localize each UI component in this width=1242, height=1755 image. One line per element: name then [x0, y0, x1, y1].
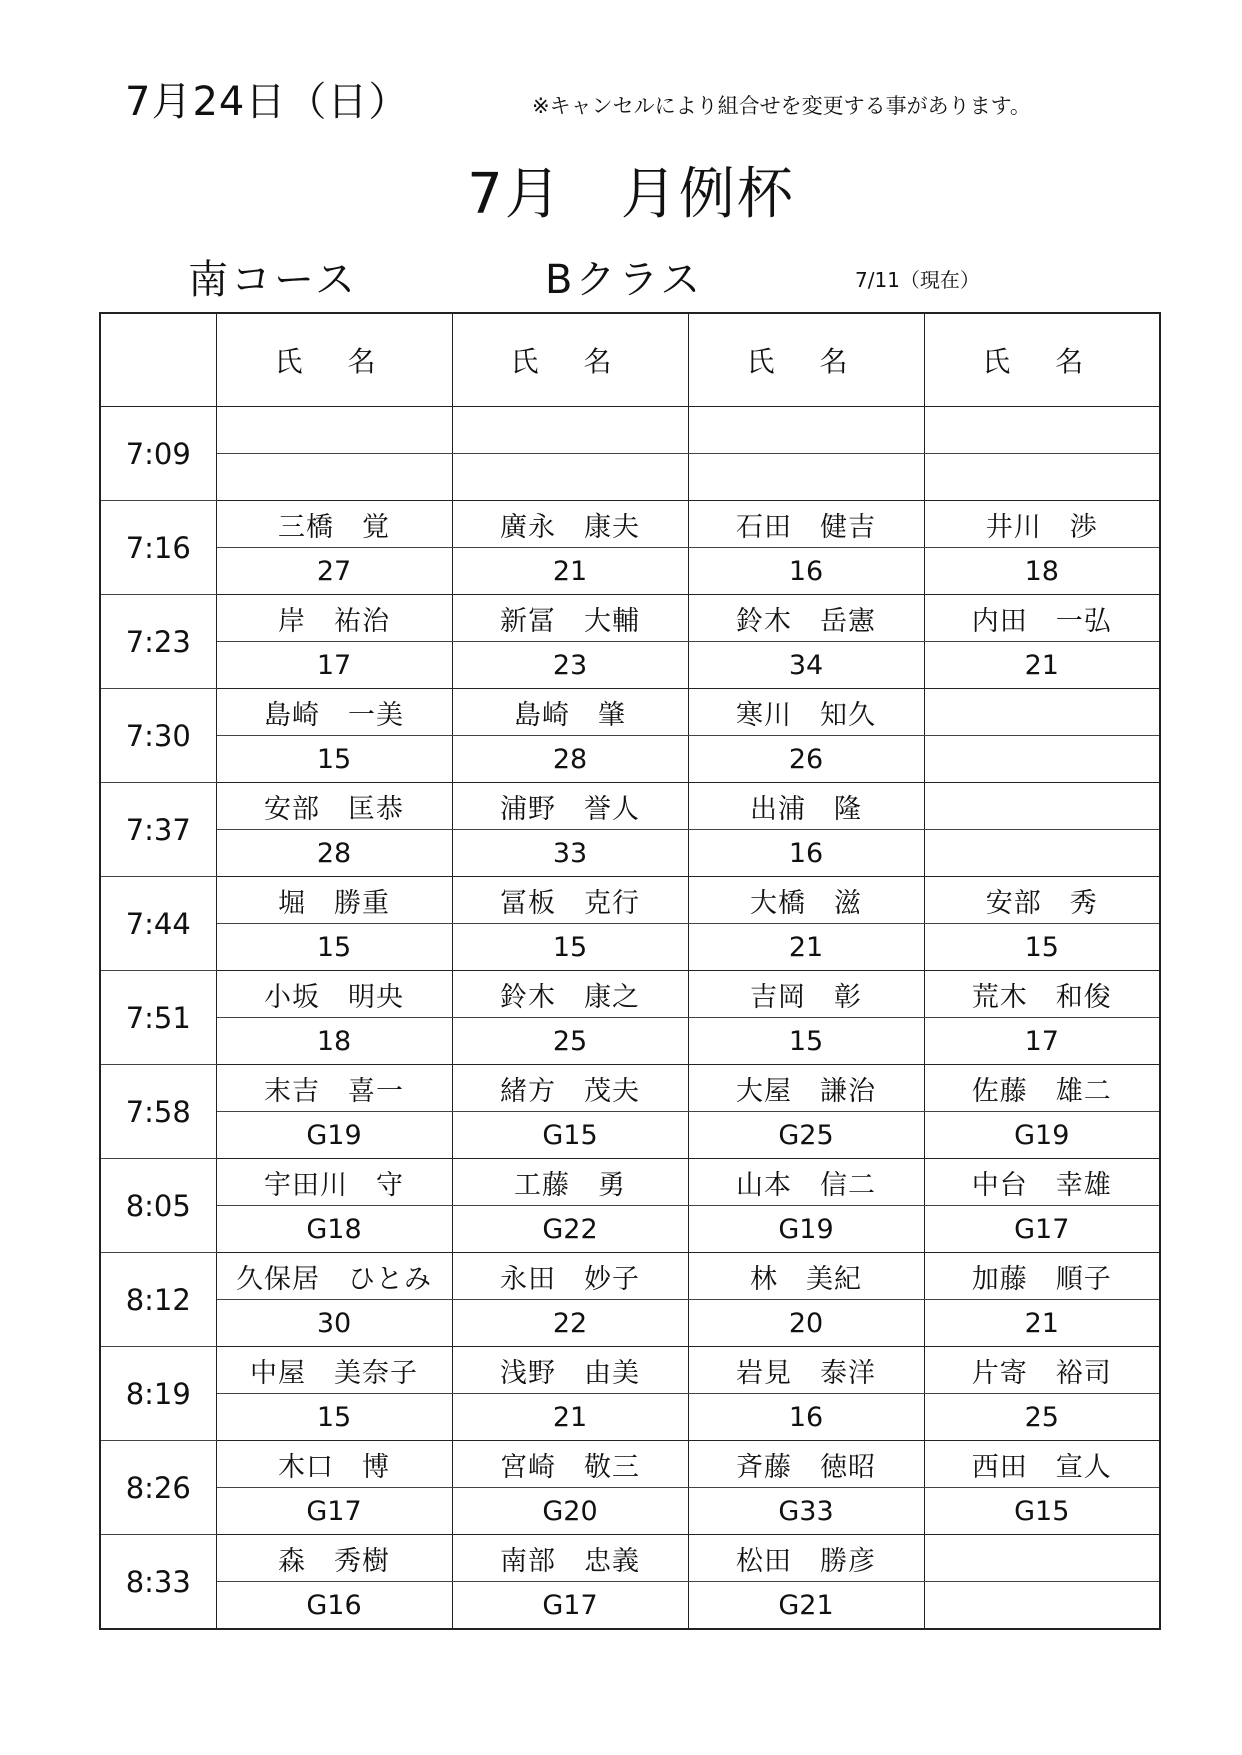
player-handicap: 22: [452, 1300, 688, 1347]
player-handicap: [924, 830, 1160, 877]
player-name: 松田 勝彦: [688, 1535, 924, 1582]
player-name: 緒方 茂夫: [452, 1065, 688, 1112]
table-row: [100, 595, 1160, 642]
player-handicap: 27: [216, 548, 452, 595]
player-handicap: G22: [452, 1206, 688, 1253]
table-row: [100, 1394, 1160, 1441]
event-date: 7月24日（日）: [125, 79, 410, 125]
tee-time: 7:44: [100, 877, 216, 971]
player-name: 鈴木 岳憲: [688, 595, 924, 642]
player-handicap: 15: [924, 924, 1160, 971]
player-name: 廣永 康夫: [452, 501, 688, 548]
player-name: 出浦 隆: [688, 783, 924, 830]
player-handicap: 21: [688, 924, 924, 971]
table-row: [100, 971, 1160, 1018]
player-handicap: 15: [216, 736, 452, 783]
tee-time: 8:05: [100, 1159, 216, 1253]
tee-time: 7:37: [100, 783, 216, 877]
table-row: [100, 736, 1160, 783]
player-name: 冨板 克行: [452, 877, 688, 924]
table-row: [100, 1347, 1160, 1394]
player-handicap: 34: [688, 642, 924, 689]
tee-time: 7:16: [100, 501, 216, 595]
table-row: [100, 501, 1160, 548]
table-row: [100, 642, 1160, 689]
player-handicap: 21: [924, 1300, 1160, 1347]
tee-time: 8:12: [100, 1253, 216, 1347]
player-handicap: G15: [924, 1488, 1160, 1535]
player-name: 末吉 喜一: [216, 1065, 452, 1112]
player-handicap: [688, 454, 924, 501]
player-name: 小坂 明央: [216, 971, 452, 1018]
player-handicap: 28: [216, 830, 452, 877]
as-of-date: 7/11（現在）: [855, 268, 980, 292]
player-name: 佐藤 雄二: [924, 1065, 1160, 1112]
table-row: [100, 1159, 1160, 1206]
player-name: 新冨 大輔: [452, 595, 688, 642]
player-handicap: 20: [688, 1300, 924, 1347]
table-row: [100, 1112, 1160, 1159]
player-name: 南部 忠義: [452, 1535, 688, 1582]
player-name: 安部 匡恭: [216, 783, 452, 830]
player-name: 森 秀樹: [216, 1535, 452, 1582]
player-handicap: 18: [216, 1018, 452, 1065]
table-row: [100, 1206, 1160, 1253]
player-name: [688, 407, 924, 454]
player-handicap: 18: [924, 548, 1160, 595]
player-handicap: G19: [216, 1112, 452, 1159]
player-name: 中屋 美奈子: [216, 1347, 452, 1394]
table-row: [100, 830, 1160, 877]
player-name: 島崎 肇: [452, 689, 688, 736]
player-name: 内田 一弘: [924, 595, 1160, 642]
player-name: 宇田川 守: [216, 1159, 452, 1206]
player-handicap: 15: [216, 924, 452, 971]
player-name: 石田 健吉: [688, 501, 924, 548]
table-row: [100, 1300, 1160, 1347]
player-name: 木口 博: [216, 1441, 452, 1488]
player-handicap: G25: [688, 1112, 924, 1159]
player-name: 岩見 泰洋: [688, 1347, 924, 1394]
player-name: 鈴木 康之: [452, 971, 688, 1018]
player-name: 久保居 ひとみ: [216, 1253, 452, 1300]
player-handicap: 16: [688, 1394, 924, 1441]
table-row: [100, 454, 1160, 501]
player-name: [924, 407, 1160, 454]
player-name: 大屋 謙治: [688, 1065, 924, 1112]
player-handicap: 30: [216, 1300, 452, 1347]
player-handicap: G19: [924, 1112, 1160, 1159]
player-name: 永田 妙子: [452, 1253, 688, 1300]
table-row: [100, 1535, 1160, 1582]
table-row: [100, 783, 1160, 830]
player-name: 寒川 知久: [688, 689, 924, 736]
player-name: 堀 勝重: [216, 877, 452, 924]
player-name: 安部 秀: [924, 877, 1160, 924]
player-name: 島崎 一美: [216, 689, 452, 736]
table-header-row: [100, 313, 1160, 407]
player-handicap: 33: [452, 830, 688, 877]
tee-time: 8:19: [100, 1347, 216, 1441]
cancellation-notice: ※キャンセルにより組合せを変更する事があります。: [532, 94, 1031, 118]
table-row: [100, 407, 1160, 454]
player-name: 井川 渉: [924, 501, 1160, 548]
player-handicap: G21: [688, 1582, 924, 1630]
table-row: [100, 1582, 1160, 1630]
player-name: 山本 信二: [688, 1159, 924, 1206]
player-handicap: [924, 454, 1160, 501]
player-name: [924, 689, 1160, 736]
column-header: 氏 名: [688, 313, 924, 407]
player-handicap: G17: [216, 1488, 452, 1535]
player-name: 西田 宣人: [924, 1441, 1160, 1488]
pairing-table: [99, 312, 1161, 1630]
table-row: [100, 1018, 1160, 1065]
player-handicap: [924, 1582, 1160, 1630]
tee-time: 7:09: [100, 407, 216, 501]
player-name: [452, 407, 688, 454]
table-row: [100, 1488, 1160, 1535]
player-handicap: 15: [688, 1018, 924, 1065]
player-name: 林 美紀: [688, 1253, 924, 1300]
player-name: 中台 幸雄: [924, 1159, 1160, 1206]
table-row: [100, 1253, 1160, 1300]
tee-time: 7:30: [100, 689, 216, 783]
tee-time: 7:51: [100, 971, 216, 1065]
player-handicap: 28: [452, 736, 688, 783]
player-handicap: 21: [452, 548, 688, 595]
player-name: 浦野 誉人: [452, 783, 688, 830]
page-title: 7月 月例杯: [467, 162, 795, 227]
player-handicap: G17: [924, 1206, 1160, 1253]
player-handicap: 26: [688, 736, 924, 783]
player-handicap: G15: [452, 1112, 688, 1159]
player-handicap: 16: [688, 830, 924, 877]
player-name: 大橋 滋: [688, 877, 924, 924]
player-name: 加藤 順子: [924, 1253, 1160, 1300]
tee-time: 8:26: [100, 1441, 216, 1535]
player-handicap: G19: [688, 1206, 924, 1253]
column-header: 氏 名: [216, 313, 452, 407]
class-name: Bクラス: [545, 257, 704, 303]
player-name: 片寄 裕司: [924, 1347, 1160, 1394]
player-name: 工藤 勇: [452, 1159, 688, 1206]
table-row: [100, 689, 1160, 736]
player-name: 三橋 覚: [216, 501, 452, 548]
time-header: [100, 313, 216, 407]
player-handicap: 16: [688, 548, 924, 595]
player-handicap: [216, 454, 452, 501]
player-handicap: G20: [452, 1488, 688, 1535]
player-handicap: 15: [452, 924, 688, 971]
player-handicap: G18: [216, 1206, 452, 1253]
tee-time: 7:58: [100, 1065, 216, 1159]
player-name: 浅野 由美: [452, 1347, 688, 1394]
tee-time: 8:33: [100, 1535, 216, 1630]
table-row: [100, 548, 1160, 595]
player-handicap: [924, 736, 1160, 783]
player-handicap: 25: [924, 1394, 1160, 1441]
player-name: 宮崎 敬三: [452, 1441, 688, 1488]
player-handicap: 25: [452, 1018, 688, 1065]
player-name: [924, 783, 1160, 830]
player-handicap: 23: [452, 642, 688, 689]
player-name: 岸 祐治: [216, 595, 452, 642]
player-handicap: G16: [216, 1582, 452, 1630]
player-name: [216, 407, 452, 454]
player-handicap: G17: [452, 1582, 688, 1630]
player-handicap: 17: [924, 1018, 1160, 1065]
player-name: 荒木 和俊: [924, 971, 1160, 1018]
table-row: [100, 1065, 1160, 1112]
column-header: 氏 名: [452, 313, 688, 407]
table-row: [100, 1441, 1160, 1488]
player-handicap: 21: [452, 1394, 688, 1441]
table-row: [100, 924, 1160, 971]
player-handicap: G33: [688, 1488, 924, 1535]
player-name: 斉藤 徳昭: [688, 1441, 924, 1488]
player-handicap: [452, 454, 688, 501]
course-name: 南コース: [188, 257, 358, 303]
player-name: [924, 1535, 1160, 1582]
column-header: 氏 名: [924, 313, 1160, 407]
player-name: 吉岡 彰: [688, 971, 924, 1018]
tee-time: 7:23: [100, 595, 216, 689]
table-row: [100, 877, 1160, 924]
player-handicap: 17: [216, 642, 452, 689]
player-handicap: 15: [216, 1394, 452, 1441]
player-handicap: 21: [924, 642, 1160, 689]
